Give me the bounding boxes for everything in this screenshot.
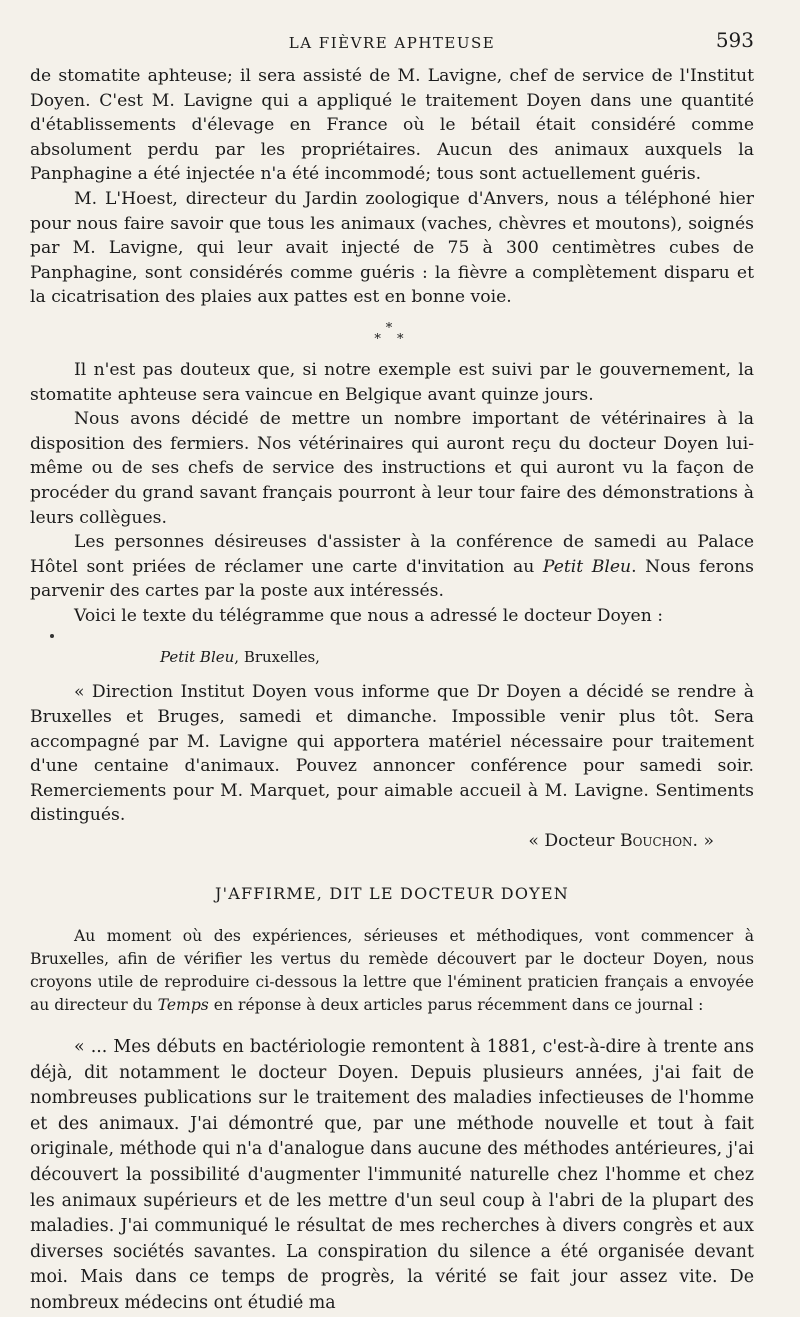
asterism-bottom: * * bbox=[374, 331, 410, 347]
telegram-block bbox=[30, 680, 754, 854]
letter-quote-block bbox=[30, 1035, 754, 1317]
signature-suffix: . » bbox=[692, 831, 714, 852]
section-asterism bbox=[30, 320, 754, 347]
paragraph-telegram-intro: Voici le texte du télégramme que nous a adressé le docteur Doyen : bbox=[74, 605, 664, 626]
section-intro-block bbox=[30, 925, 754, 1017]
running-title: LA FIÈVRE APHTEUSE bbox=[288, 34, 496, 52]
newspaper-temps: Temps bbox=[157, 996, 209, 1015]
telegram-newspaper: Petit Bleu bbox=[160, 648, 235, 667]
section-heading: J'AFFIRME, DIT LE DOCTEUR DOYEN bbox=[214, 884, 569, 904]
page-header bbox=[30, 24, 754, 64]
telegram-address bbox=[160, 646, 754, 668]
telegram-text: « Direction Institut Doyen vous informe que Dr Doyen a décidé se rendre à Bruxelles et Bruges, samedi et dimanche. Impossible venir plus tôt. Sera accompagné par M. Lavigne qui apportera matériel nécessaire pour traitement d'une centaine d'animaux. Pouvez annoncer conférence pour samedi soir. Remerciements pour M. Marquet, pour aimable accueil à M. Lavigne. Sentiments distingués. bbox=[30, 682, 754, 826]
conference-text-after: . Nous ferons parvenir des cartes par la poste aux intéressés. bbox=[30, 556, 754, 602]
asterism-top: * bbox=[385, 320, 399, 336]
section-intro bbox=[30, 925, 754, 1017]
conference-text-before: Les personnes désireuses d'assister à la conférence de samedi au Palace Hôtel sont priées de réclamer une carte d'invitation au bbox=[30, 532, 754, 577]
newspaper-name: Petit Bleu bbox=[542, 556, 632, 577]
page-number: 593 bbox=[715, 28, 754, 52]
paragraph-conference bbox=[30, 530, 754, 604]
paragraph-continuation: de stomatite aphteuse; il sera assisté de M. Lavigne, chef de service de l'Institut Doyen. C'est M. Lavigne qui a appliqué le traitement Doyen dans une quantité d'établissements d'élevage en France où le bétail était considéré comme absolument perdu par les propriétaires. Aucun des animaux auxquels la Panphagine a été injectée n'a été incommodé; tous sont actuellement guéris. bbox=[30, 66, 754, 185]
paragraph-gouvernement: Il n'est pas douteux que, si notre exemple est suivi par le gouvernement, la stomatite aphteuse sera vaincue en Belgique avant quinze jours. bbox=[30, 359, 754, 405]
ink-mark bbox=[50, 634, 54, 638]
intro-text-after: en réponse à deux articles parus récemment dans ce journal : bbox=[208, 996, 704, 1015]
letter-quote: « ... Mes débuts en bactériologie remontent à 1881, c'est-à-dire à trente ans déjà, dit notamment le docteur Doyen. Depuis plusieurs années, j'ai fait de nombreuses publications sur le traitement des maladies infectieuses de l'homme et des animaux. J'ai démontré que, par une méthode nouvelle et tout à fait originale, méthode qui n'a d'analogue dans aucune des méthodes antérieures, j'ai découvert la possibilité d'augmenter l'immunité naturelle chez l'homme et chez les animaux supérieurs et de les mettre d'un seul coup à l'abri de la plupart des maladies. J'ai communiqué le résultat de mes recherches à divers congrès et aux diverses sociétés savantes. La conspiration du silence a été organisée devant moi. Mais dans ce temps de progrès, la vérité se fait jour assez vite. De nombreux médecins ont étudié ma bbox=[30, 1037, 754, 1313]
paragraph-veterinaires: Nous avons décidé de mettre un nombre important de vétérinaires à la disposition des fermiers. Nos vétérinaires qui auront reçu du docteur Doyen lui-même ou de ses chefs de service des instructions et qui auront vu la façon de procéder du grand savant français pourront à leur tour faire des démonstrations à leurs collègues. bbox=[30, 409, 754, 528]
paragraph-hoest: M. L'Hoest, directeur du Jardin zoologique d'Anvers, nous a téléphoné hier pour nous faire savoir que tous les animaux (vaches, chèvres et moutons), soignés par M. Lavigne, qui leur avait injecté de 75 à 300 centimètres cubes de Panphagine, sont considérés comme guéris : la fièvre a complètement disparu et la cicatrisation des plaies aux pattes est en bonne voie. bbox=[30, 188, 754, 308]
telegram-signature bbox=[30, 828, 754, 854]
signature-prefix: « Docteur bbox=[528, 831, 620, 852]
intro-text-before: Au moment où des expériences, sérieuses et méthodiques, vont commencer à Bruxelles, afin de vérifier les vertus du remède découvert par le docteur Doyen, nous croyons utile de reproduire ci-dessous la lettre que l'éminent praticien français a envoyée au directeur du bbox=[30, 927, 754, 1015]
signature-name: Bouchon bbox=[619, 831, 693, 852]
telegram-city: , Bruxelles, bbox=[234, 648, 320, 667]
